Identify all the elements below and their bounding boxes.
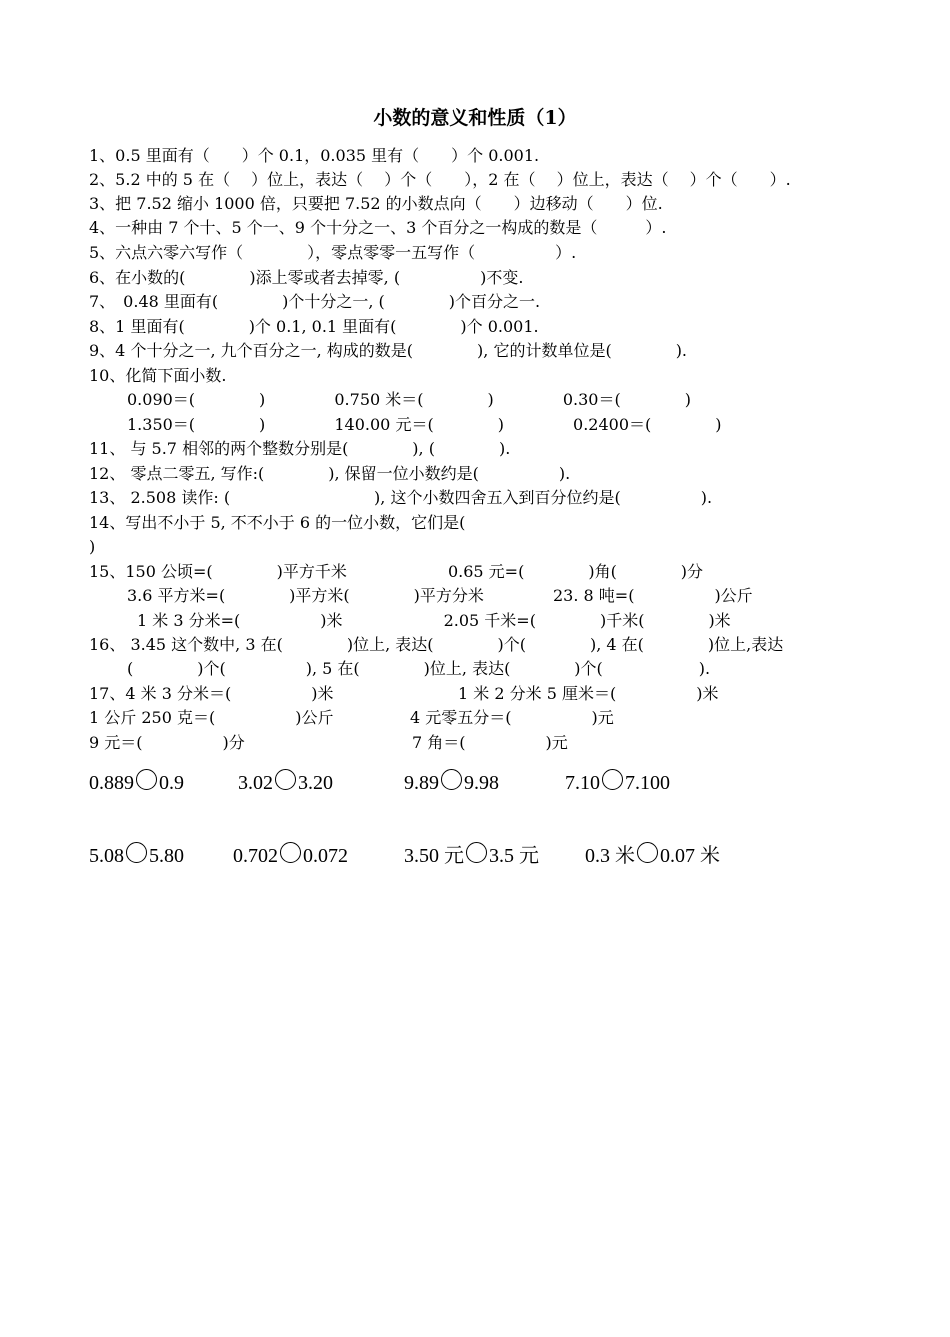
question-14: 14、写出不小于 5, 不不小于 6 的一位小数，它们是( [89,513,466,532]
comparison-left-value: 0.3 米 [585,845,635,868]
comparison-item [238,768,333,796]
answer-circle-icon[interactable] [126,842,147,863]
page-title: 小数的意义和性质（1） [373,107,577,129]
question-6: 6、在小数的( )添上零或者去掉零, ( )不变. [89,268,524,287]
comparison-left-value: 7.10 [565,772,600,795]
question-15-row-2: 3.6 平方米=( )平方米( )平方分米 23. 8 吨=( )公斤 [127,586,753,605]
comparison-right-value: 0.9 [159,772,184,795]
question-17-row-2-right: 4 元零五分＝( )元 [410,708,614,727]
comparison-left-value: 5.08 [89,845,124,868]
question-17-row-1-right: 1 米 2 分米 5 厘米＝( )米 [458,684,719,703]
answer-circle-icon[interactable] [466,842,487,863]
question-11: 11、 与 5.7 相邻的两个整数分别是( ), ( ). [89,439,511,458]
question-17-row-3-right: 7 角＝( )元 [412,733,568,752]
question-15-row-3: 1 米 3 分米=( )米 2.05 千米=( )千米( )米 [137,611,731,630]
comparison-left-value: 3.50 元 [404,845,464,868]
answer-circle-icon[interactable] [275,769,296,790]
question-9: 9、4 个十分之一, 九个百分之一, 构成的数是( ), 它的计数单位是( ). [89,341,688,360]
comparison-right-value: 7.100 [625,772,670,795]
comparison-row-1 [0,768,950,802]
question-16-row-1: 16、 3.45 这个数中, 3 在( )位上, 表达( )个( ), 4 在( )位上,表达 [89,635,784,654]
comparison-left-value: 9.89 [404,772,439,795]
comparison-left-value: 3.02 [238,772,273,795]
answer-circle-icon[interactable] [441,769,462,790]
question-15-row-1: 15、150 公顷=( )平方千米 0.65 元=( )角( )分 [89,562,704,581]
answer-circle-icon[interactable] [280,842,301,863]
comparison-item [565,768,670,796]
question-14-close: ) [89,537,96,556]
question-10-row-2: 1.350＝( ) 140.00 元＝( ) 0.2400＝( ) [127,415,722,434]
comparison-right-value: 3.5 元 [489,845,539,868]
question-16-row-2: ( )个( ), 5 在( )位上, 表达( )个( ). [127,659,711,678]
answer-circle-icon[interactable] [136,769,157,790]
question-3: 3、把 7.52 缩小 1000 倍，只要把 7.52 的小数点向（ ）边移动（ ）位. [89,194,663,213]
question-7: 7、 0.48 里面有( )个十分之一, ( )个百分之一. [89,292,541,311]
comparison-item [404,768,499,796]
question-4: 4、一种由 7 个十、5 个一、9 个十分之一、3 个百分之一构成的数是（ ）. [89,218,667,237]
question-5: 5、六点六零六写作（ ），零点零零一五写作（ ）. [89,243,577,262]
question-10-row-1: 0.090＝( ) 0.750 米＝( ) 0.30＝( ) [127,390,691,409]
question-8: 8、1 里面有( )个 0.1, 0.1 里面有( )个 0.001. [89,317,539,336]
comparison-item [233,841,348,869]
comparison-right-value: 9.98 [464,772,499,795]
answer-circle-icon[interactable] [637,842,658,863]
comparison-right-value: 5.80 [149,845,184,868]
question-2: 2、5.2 中的 5 在（ ）位上，表达（ ）个（ ），2 在（ ）位上，表达（ ）个（ ）. [89,170,791,189]
question-13: 13、 2.508 读作: ( ), 这个小数四舍五入到百分位约是( ). [89,488,713,507]
comparison-item [89,768,184,796]
comparison-left-value: 0.889 [89,772,134,795]
comparison-right-value: 3.20 [298,772,333,795]
comparison-item [89,841,184,869]
comparison-item [585,841,720,869]
comparison-right-value: 0.07 米 [660,845,720,868]
comparison-item [404,841,539,869]
question-12: 12、 零点二零五, 写作:( ), 保留一位小数约是( ). [89,464,571,483]
question-17-row-2-left: 1 公斤 250 克＝( )公斤 [89,708,334,727]
comparison-left-value: 0.702 [233,845,278,868]
comparison-right-value: 0.072 [303,845,348,868]
question-17-row-1-left: 17、4 米 3 分米＝( )米 [89,684,334,703]
question-1: 1、0.5 里面有（ ）个 0.1，0.035 里有（ ）个 0.001. [89,146,540,165]
comparison-row-2 [0,841,950,875]
question-10-title: 10、化简下面小数. [89,366,227,385]
question-17-row-3-left: 9 元＝( )分 [89,733,245,752]
answer-circle-icon[interactable] [602,769,623,790]
